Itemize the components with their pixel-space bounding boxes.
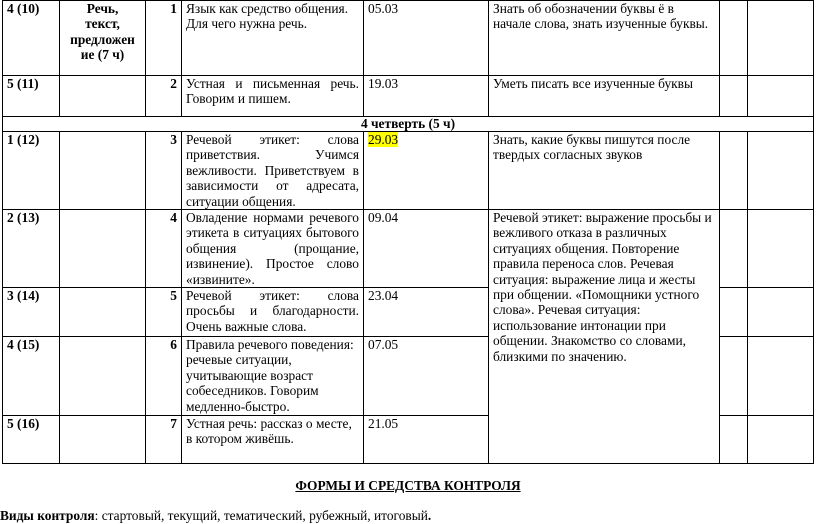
lesson-number: 3 (14): [3, 288, 60, 337]
empty-cell: [720, 76, 748, 117]
empty-cell: [748, 416, 814, 464]
expected-result: Знать, какие буквы пишутся после твердых согласных звуков: [489, 132, 720, 210]
empty-cell: [720, 210, 748, 288]
lesson-index: 7: [146, 416, 182, 464]
table-row: [3, 76, 814, 117]
control-types-end: .: [427, 508, 432, 523]
lesson-topic: Устная и письменная речь. Говорим и пишем.: [182, 76, 364, 117]
lesson-topic: Овладение нормами речевого этикета в ситуациях бытового общения (прощание, извинение). Простое слово «извините».: [182, 210, 364, 288]
lesson-topic: Речевой этикет: слова приветствия. Учимся вежливости. Приветствуем в зависимости от адресата, ситуации общения.: [182, 132, 364, 210]
lesson-date: 21.05: [364, 416, 489, 464]
lesson-topic: Правила речевого поведения: речевые ситуации, учитывающие возраст собеседников. Говорим медленно-быстро.: [182, 337, 364, 416]
empty-cell: [748, 76, 814, 117]
lesson-date: 09.04: [364, 210, 489, 288]
empty-cell: [60, 132, 146, 210]
quarter-row: [3, 117, 814, 132]
lesson-index: 2: [146, 76, 182, 117]
section-heading: ФОРМЫ И СРЕДСТВА КОНТРОЛЯ: [295, 478, 521, 493]
lesson-number: 2 (13): [3, 210, 60, 288]
control-types-label: Виды контроля: [0, 508, 95, 523]
empty-cell: [748, 132, 814, 210]
lesson-number: 4 (10): [3, 1, 60, 76]
table-row: [3, 132, 814, 210]
lesson-topic: Речевой этикет: слова просьбы и благодарности. Очень важные слова.: [182, 288, 364, 337]
lesson-plan-table: [2, 0, 814, 464]
lesson-date: [364, 132, 489, 210]
empty-cell: [720, 416, 748, 464]
expected-result: Уметь писать все изученные буквы: [489, 76, 720, 117]
quarter-label: 4 четверть (5 ч): [3, 117, 814, 132]
lesson-date: 23.04: [364, 288, 489, 337]
lesson-date: 19.03: [364, 76, 489, 117]
table-row: [3, 1, 814, 76]
lesson-topic: Язык как средство общения. Для чего нужна речь.: [182, 1, 364, 76]
table-row: [3, 210, 814, 288]
empty-cell: [748, 288, 814, 337]
control-types-text: : стартовый, текущий, тематический, рубежный, итоговый: [94, 508, 428, 523]
lesson-number: 4 (15): [3, 337, 60, 416]
lesson-number: 5 (11): [3, 76, 60, 117]
lesson-index: 5: [146, 288, 182, 337]
lesson-index: 4: [146, 210, 182, 288]
empty-cell: [720, 337, 748, 416]
lesson-number: 5 (16): [3, 416, 60, 464]
empty-cell: [60, 210, 146, 288]
lesson-index: 3: [146, 132, 182, 210]
empty-cell: [720, 132, 748, 210]
empty-cell: [60, 288, 146, 337]
lesson-number: 1 (12): [3, 132, 60, 210]
section-title: Речь, текст, предложен ие (7 ч): [60, 1, 146, 76]
empty-cell: [60, 337, 146, 416]
highlighted-date: 29.03: [368, 132, 399, 147]
empty-cell: [60, 416, 146, 464]
lesson-topic: Устная речь: рассказ о месте, в котором живёшь.: [182, 416, 364, 464]
empty-cell: [60, 76, 146, 117]
empty-cell: [748, 337, 814, 416]
expected-result: Знать об обозначении буквы ё в начале слова, знать изученные буквы.: [489, 1, 720, 76]
lesson-date: 07.05: [364, 337, 489, 416]
lesson-index: 6: [146, 337, 182, 416]
empty-cell: [720, 288, 748, 337]
empty-cell: [720, 1, 748, 76]
empty-cell: [748, 210, 814, 288]
expected-result-merged: Речевой этикет: выражение просьбы и вежливого отказа в различных ситуациях общения. Повторение правила переноса слов. Речевая ситуация: выражение лица и жесты при общении. «Помощники устного слова». Речевая ситуация: использование интонации при общении. Знакомство со словами, близкими по значению.: [489, 210, 720, 464]
lesson-date: 05.03: [364, 1, 489, 76]
lesson-index: 1: [146, 1, 182, 76]
empty-cell: [748, 1, 814, 76]
